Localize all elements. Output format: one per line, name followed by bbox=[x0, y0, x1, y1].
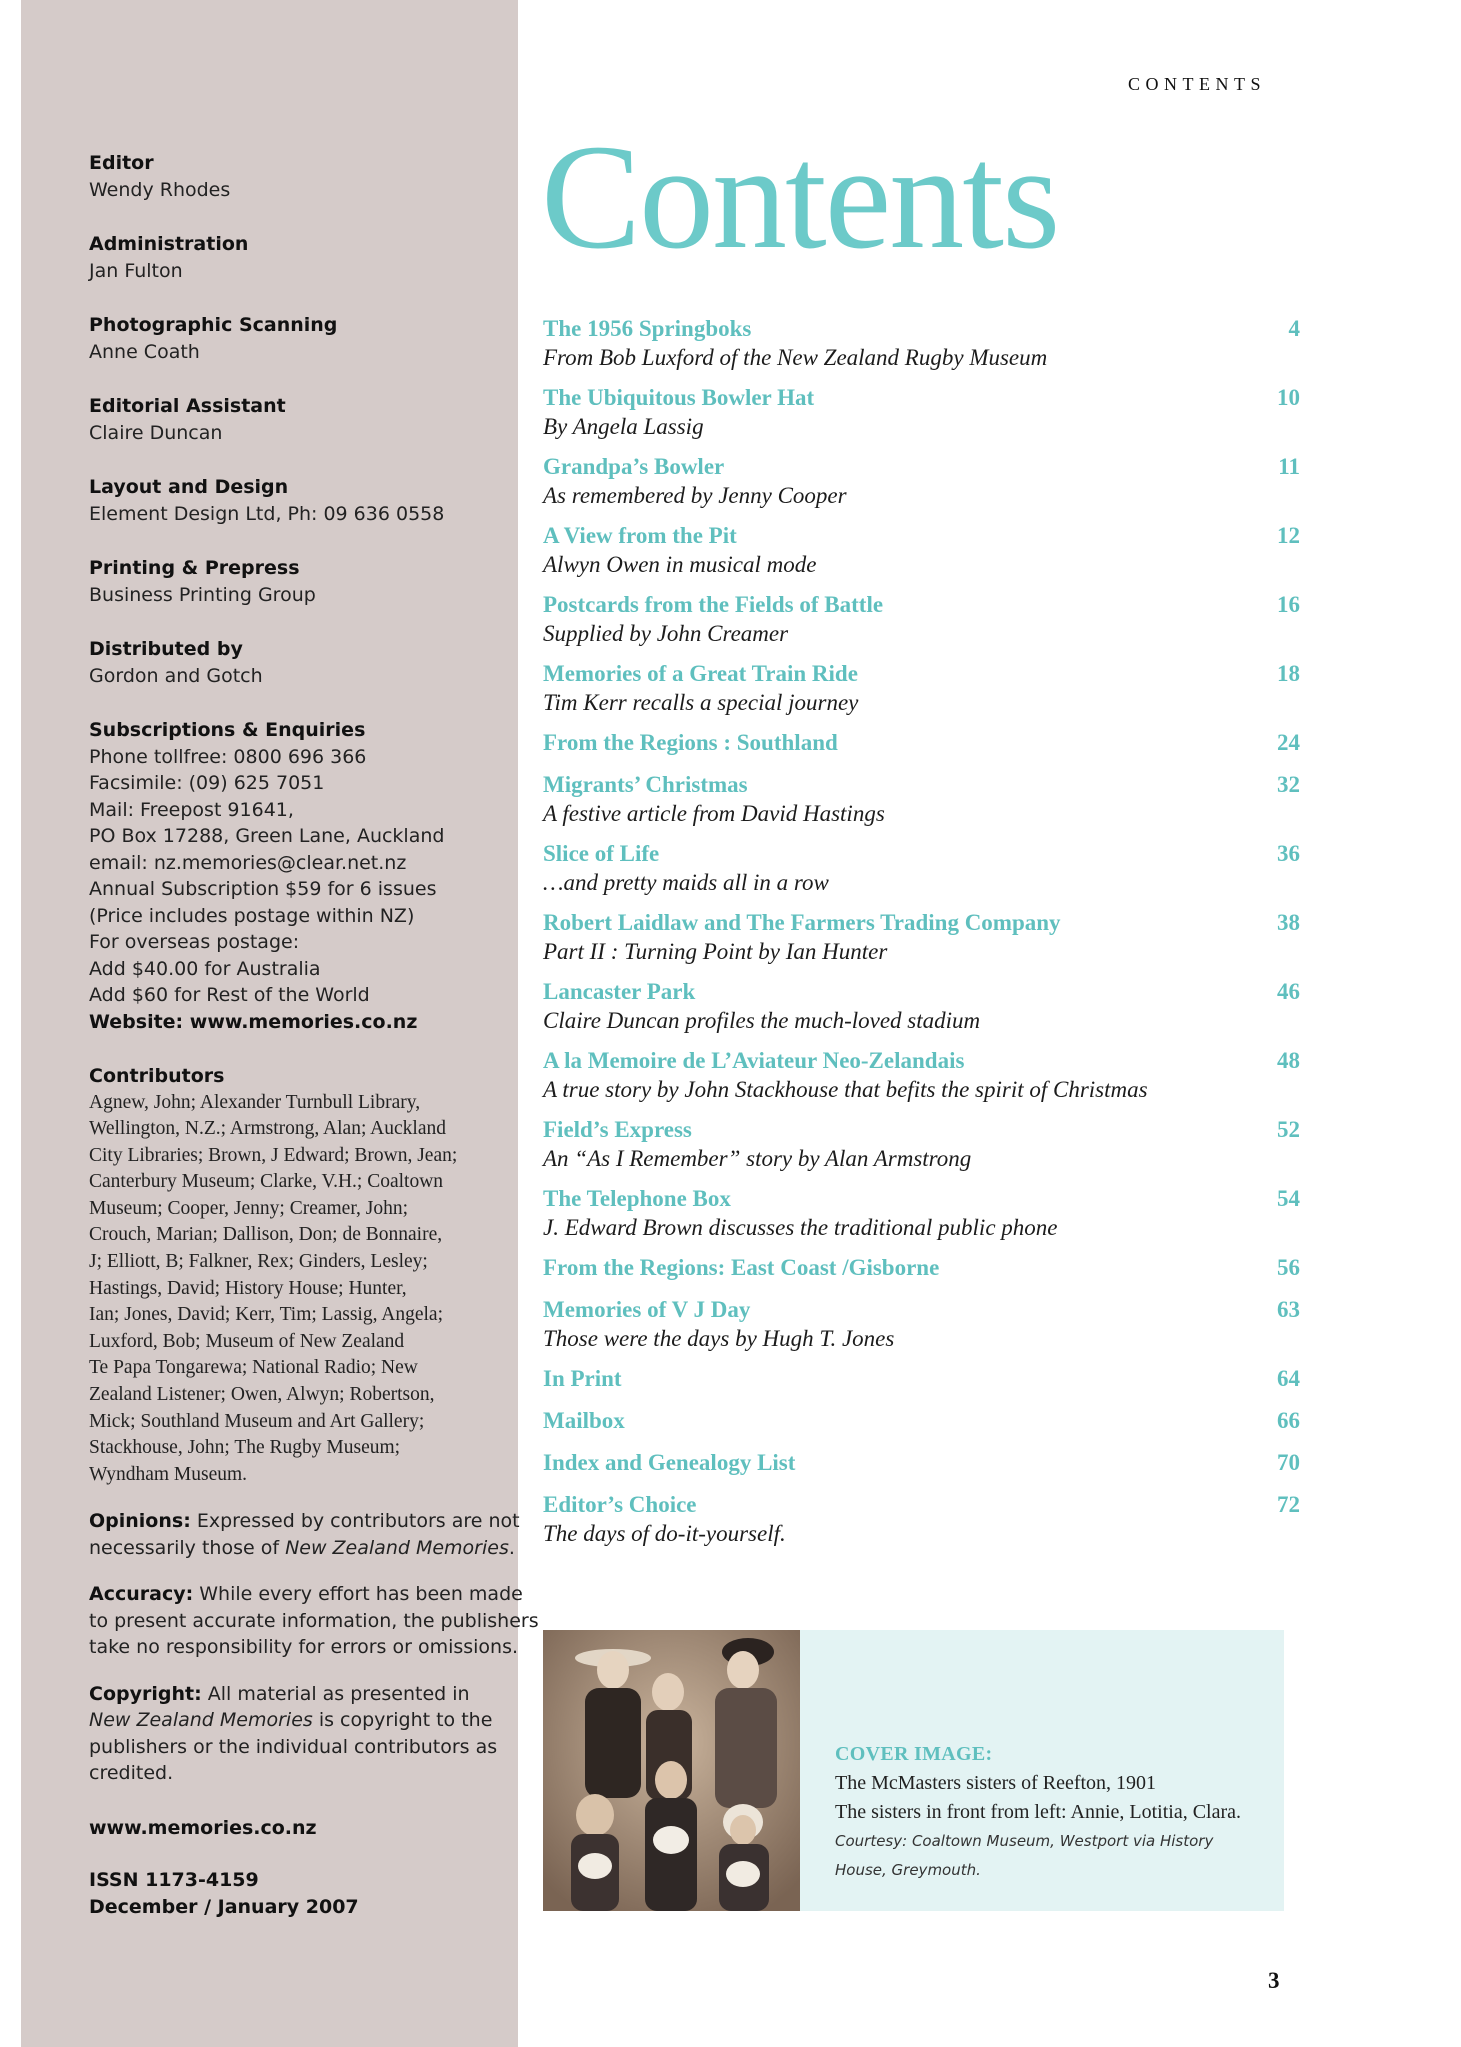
subscriptions-block bbox=[89, 717, 509, 1035]
subscriptions-heading: Subscriptions & Enquiries bbox=[89, 719, 366, 741]
contributors-line: Agnew, John; Alexander Turnbull Library, bbox=[89, 1091, 421, 1113]
toc-entry-title[interactable]: Index and Genealogy List bbox=[543, 1450, 796, 1475]
toc-page-number: 52 bbox=[1277, 1117, 1300, 1142]
masthead-line: Claire Duncan bbox=[89, 421, 223, 444]
toc-entry[interactable] bbox=[543, 770, 1300, 828]
accuracy-line: take no responsibility for errors or omissions. bbox=[89, 1636, 519, 1659]
accuracy-label: Accuracy: bbox=[89, 1583, 194, 1606]
cover-image-panel bbox=[543, 1630, 1284, 1911]
masthead-line: Anne Coath bbox=[89, 340, 200, 363]
accuracy-line: to present accurate information, the publishers bbox=[89, 1609, 539, 1632]
toc-entry-subtitle: A festive article from David Hastings bbox=[543, 801, 885, 826]
cover-photo bbox=[543, 1630, 800, 1911]
toc-page-number: 48 bbox=[1277, 1048, 1300, 1073]
subscriptions-line: (Price includes postage within NZ) bbox=[89, 904, 415, 927]
toc-entry[interactable] bbox=[543, 977, 1300, 1035]
toc-entry[interactable] bbox=[543, 1115, 1300, 1173]
toc-page-number: 10 bbox=[1277, 385, 1300, 410]
toc-entry-title[interactable]: Lancaster Park bbox=[543, 979, 696, 1004]
toc-page-number: 70 bbox=[1277, 1450, 1300, 1475]
subscriptions-line: PO Box 17288, Green Lane, Auckland bbox=[89, 825, 445, 847]
toc-entry[interactable] bbox=[543, 590, 1300, 648]
copyright-line bbox=[89, 1707, 509, 1734]
opinions-line bbox=[89, 1508, 520, 1535]
website-line: Website: www.memories.co.nz bbox=[89, 1010, 418, 1033]
masthead-line: Jan Fulton bbox=[89, 259, 183, 282]
toc-entry-title[interactable]: A la Memoire de L’Aviateur Neo-Zelandais bbox=[543, 1048, 965, 1073]
toc-entry[interactable] bbox=[543, 1490, 1300, 1548]
cover-credit bbox=[835, 1827, 1275, 1885]
toc-entry-subtitle: A true story by John Stackhouse that befits the spirit of Christmas bbox=[543, 1077, 1148, 1102]
copyright-line bbox=[89, 1681, 509, 1708]
toc-entry-subtitle: An “As I Remember” story by Alan Armstrong bbox=[543, 1146, 972, 1171]
toc-entry-title[interactable]: Mailbox bbox=[543, 1408, 625, 1433]
masthead-heading: Distributed by bbox=[89, 638, 243, 660]
toc-entry-subtitle: J. Edward Brown discusses the traditional public phone bbox=[543, 1215, 1058, 1240]
toc-page-number: 64 bbox=[1277, 1366, 1300, 1391]
toc-entry-title[interactable]: Robert Laidlaw and The Farmers Trading Company bbox=[543, 910, 1061, 935]
toc-page-number: 16 bbox=[1277, 592, 1300, 617]
contributors-line: Stackhouse, John; The Rugby Museum; bbox=[89, 1437, 401, 1459]
toc-entry[interactable] bbox=[543, 908, 1300, 966]
toc-page-number: 12 bbox=[1277, 523, 1300, 548]
toc-entry-subtitle: Those were the days by Hugh T. Jones bbox=[543, 1326, 895, 1351]
toc-page-number: 66 bbox=[1277, 1408, 1300, 1433]
masthead-sidebar bbox=[21, 0, 539, 2047]
subscriptions-line: For overseas postage: bbox=[89, 931, 300, 953]
subscriptions-line: Mail: Freepost 91641, bbox=[89, 798, 294, 821]
contributors-line: City Libraries; Brown, J Edward; Brown, Jean; bbox=[89, 1144, 458, 1166]
toc-page-number: 36 bbox=[1277, 841, 1300, 866]
toc-entry-title[interactable]: The Ubiquitous Bowler Hat bbox=[543, 385, 815, 410]
masthead-line: Gordon and Gotch bbox=[89, 664, 263, 687]
toc-entry-title[interactable]: The Telephone Box bbox=[543, 1186, 731, 1211]
toc-entry[interactable] bbox=[543, 314, 1300, 372]
contributors-heading: Contributors bbox=[89, 1065, 225, 1087]
toc-entry-title[interactable]: Field’s Express bbox=[543, 1117, 692, 1142]
page-title: Contents bbox=[541, 114, 1059, 280]
subscriptions-line: email: nz.memories@clear.net.nz bbox=[89, 851, 407, 874]
contributors-line: Canterbury Museum; Clarke, V.H.; Coaltown bbox=[89, 1171, 444, 1193]
toc-entry-subtitle: From Bob Luxford of the New Zealand Rugby Museum bbox=[543, 345, 1048, 370]
copyright-note bbox=[89, 1681, 509, 1787]
toc-entry[interactable] bbox=[543, 383, 1300, 441]
contributors-line: Mick; Southland Museum and Art Gallery; bbox=[89, 1410, 425, 1432]
toc-entry[interactable] bbox=[543, 728, 1300, 758]
website-url: www.memories.co.nz bbox=[89, 1816, 317, 1839]
toc-entry[interactable] bbox=[543, 1364, 1300, 1394]
masthead-line: Wendy Rhodes bbox=[89, 178, 231, 201]
cover-caption bbox=[835, 1740, 1275, 1885]
contents-list bbox=[543, 314, 1300, 1559]
masthead-block bbox=[89, 312, 509, 365]
masthead-block bbox=[89, 555, 509, 608]
masthead-heading: Layout and Design bbox=[89, 476, 289, 498]
toc-entry-title[interactable]: Postcards from the Fields of Battle bbox=[543, 592, 884, 617]
contributors-line: Luxford, Bob; Museum of New Zealand bbox=[89, 1330, 405, 1352]
toc-entry[interactable] bbox=[543, 839, 1300, 897]
contributors-line: Museum; Cooper, Jenny; Creamer, John; bbox=[89, 1197, 409, 1219]
toc-entry-title[interactable]: A View from the Pit bbox=[543, 523, 737, 548]
masthead-heading: Administration bbox=[89, 233, 249, 255]
copyright-label: Copyright: bbox=[89, 1682, 202, 1705]
masthead-line: Element Design Ltd, Ph: 09 636 0558 bbox=[89, 502, 445, 525]
toc-entry-title[interactable]: The 1956 Springboks bbox=[543, 316, 752, 341]
toc-entry-subtitle: Supplied by John Creamer bbox=[543, 621, 789, 646]
opinions-line bbox=[89, 1535, 515, 1562]
toc-entry-subtitle: Part II : Turning Point by Ian Hunter bbox=[543, 939, 888, 964]
accuracy-note bbox=[89, 1581, 539, 1661]
copyright-line: publishers or the individual contributors as bbox=[89, 1735, 498, 1758]
toc-entry-title[interactable]: Memories of V J Day bbox=[543, 1297, 751, 1322]
cover-caption-line: The sisters in front from left: Annie, Lotitia, Clara. bbox=[835, 1801, 1242, 1823]
subscriptions-line: Annual Subscription $59 for 6 issues bbox=[89, 878, 437, 900]
toc-entry[interactable] bbox=[543, 1406, 1300, 1436]
opinions-note bbox=[89, 1508, 520, 1561]
toc-entry-subtitle: …and pretty maids all in a row bbox=[543, 870, 829, 895]
cover-caption-line: The McMasters sisters of Reefton, 1901 bbox=[835, 1772, 1157, 1794]
masthead-heading: Editor bbox=[89, 152, 154, 174]
contributors-line: Wyndham Museum. bbox=[89, 1463, 248, 1485]
copyright-line: credited. bbox=[89, 1762, 174, 1785]
toc-page-number: 54 bbox=[1277, 1186, 1300, 1211]
masthead-heading: Printing & Prepress bbox=[89, 557, 300, 579]
contributors-list bbox=[89, 1090, 509, 1489]
toc-entry[interactable] bbox=[543, 1253, 1300, 1283]
accuracy-text: While every effort has been made bbox=[193, 1583, 523, 1606]
masthead-heading: Photographic Scanning bbox=[89, 314, 338, 336]
toc-entry-title[interactable]: From the Regions : Southland bbox=[543, 730, 838, 755]
toc-entry-title[interactable]: Slice of Life bbox=[543, 841, 660, 866]
toc-page-number: 18 bbox=[1277, 661, 1300, 686]
toc-entry[interactable] bbox=[543, 1184, 1300, 1242]
page-number: 3 bbox=[1268, 1968, 1280, 1993]
contributors-line: Wellington, N.Z.; Armstrong, Alan; Auckland bbox=[89, 1118, 446, 1140]
cover-label: COVER IMAGE: bbox=[835, 1743, 993, 1765]
opinions-label: Opinions: bbox=[89, 1510, 191, 1533]
toc-entry-subtitle: Alwyn Owen in musical mode bbox=[543, 552, 817, 577]
issn: ISSN 1173-4159 bbox=[89, 1869, 259, 1892]
toc-entry-subtitle: By Angela Lassig bbox=[543, 414, 704, 439]
subscriptions-line: Facsimile: (09) 625 7051 bbox=[89, 772, 325, 794]
cover-credit-line: Courtesy: Coaltown Museum, Westport via History bbox=[835, 1832, 1214, 1850]
toc-entry[interactable] bbox=[543, 521, 1300, 579]
masthead bbox=[89, 150, 539, 1920]
issue-date: December / January 2007 bbox=[89, 1895, 359, 1918]
running-head: CONTENTS bbox=[1128, 74, 1266, 94]
contributors-line: J; Elliott, B; Falkner, Rex; Ginders, Lesley; bbox=[89, 1251, 428, 1273]
copyright-text: All material as presented in bbox=[201, 1682, 470, 1705]
magazine-name: New Zealand Memories bbox=[285, 1536, 509, 1559]
opinions-text: necessarily those of bbox=[89, 1536, 286, 1559]
contributors-line: Crouch, Marian; Dallison, Don; de Bonnaire, bbox=[89, 1224, 443, 1246]
toc-page-number: 46 bbox=[1277, 979, 1300, 1004]
masthead-block bbox=[89, 393, 509, 446]
toc-page-number: 4 bbox=[1288, 316, 1300, 341]
toc-entry-subtitle: The days of do-it-yourself. bbox=[543, 1521, 786, 1546]
toc-page-number: 38 bbox=[1277, 910, 1300, 935]
accuracy-line bbox=[89, 1581, 523, 1608]
contributors-block bbox=[89, 1063, 509, 1488]
contributors-line: Ian; Jones, David; Kerr, Tim; Lassig, Angela; bbox=[89, 1304, 443, 1326]
toc-page-number: 56 bbox=[1277, 1255, 1300, 1280]
toc-entry-title[interactable]: Grandpa’s Bowler bbox=[543, 454, 725, 479]
toc-entry-title[interactable]: Memories of a Great Train Ride bbox=[543, 661, 858, 686]
masthead-line: Business Printing Group bbox=[89, 583, 316, 606]
copyright-text: is copyright to the bbox=[312, 1709, 493, 1732]
toc-page-number: 63 bbox=[1277, 1297, 1300, 1322]
contributors-line: Zealand Listener; Owen, Alwyn; Robertson, bbox=[89, 1384, 435, 1406]
masthead-heading: Editorial Assistant bbox=[89, 395, 286, 417]
subscriptions-line: Phone tollfree: 0800 696 366 bbox=[89, 745, 367, 768]
subscriptions-line: Add $60 for Rest of the World bbox=[89, 984, 370, 1006]
toc-entry-title[interactable]: In Print bbox=[543, 1366, 622, 1391]
toc-page-number: 24 bbox=[1277, 730, 1300, 755]
toc-entry[interactable] bbox=[543, 1295, 1300, 1353]
toc-entry[interactable] bbox=[543, 1046, 1300, 1104]
masthead-block bbox=[89, 150, 509, 203]
masthead-block bbox=[89, 636, 509, 689]
toc-entry-title[interactable]: From the Regions: East Coast /Gisborne bbox=[543, 1255, 940, 1280]
toc-entry-title[interactable]: Migrants’ Christmas bbox=[543, 772, 748, 797]
opinions-text: . bbox=[508, 1536, 515, 1559]
magazine-name: New Zealand Memories bbox=[89, 1709, 313, 1732]
subscriptions-line: Add $40.00 for Australia bbox=[89, 957, 321, 980]
toc-entry-subtitle: Claire Duncan profiles the much-loved stadium bbox=[543, 1008, 981, 1033]
toc-page-number: 32 bbox=[1277, 772, 1300, 797]
toc-entry-subtitle: As remembered by Jenny Cooper bbox=[543, 483, 847, 508]
contributors-line: Hastings, David; History House; Hunter, bbox=[89, 1277, 407, 1299]
cover-credit-line: House, Greymouth. bbox=[835, 1861, 981, 1879]
toc-entry[interactable] bbox=[543, 1448, 1300, 1478]
toc-page-number: 72 bbox=[1277, 1492, 1300, 1517]
masthead-block bbox=[89, 231, 509, 284]
toc-entry-title[interactable]: Editor’s Choice bbox=[543, 1492, 697, 1517]
opinions-text: Expressed by contributors are not bbox=[190, 1510, 520, 1533]
contributors-line: Te Papa Tongarewa; National Radio; New bbox=[89, 1357, 418, 1379]
toc-entry-subtitle: Tim Kerr recalls a special journey bbox=[543, 690, 859, 715]
toc-page-number: 11 bbox=[1278, 454, 1300, 479]
toc-entry[interactable] bbox=[543, 452, 1300, 510]
toc-entry[interactable] bbox=[543, 659, 1300, 717]
masthead-block bbox=[89, 474, 509, 527]
